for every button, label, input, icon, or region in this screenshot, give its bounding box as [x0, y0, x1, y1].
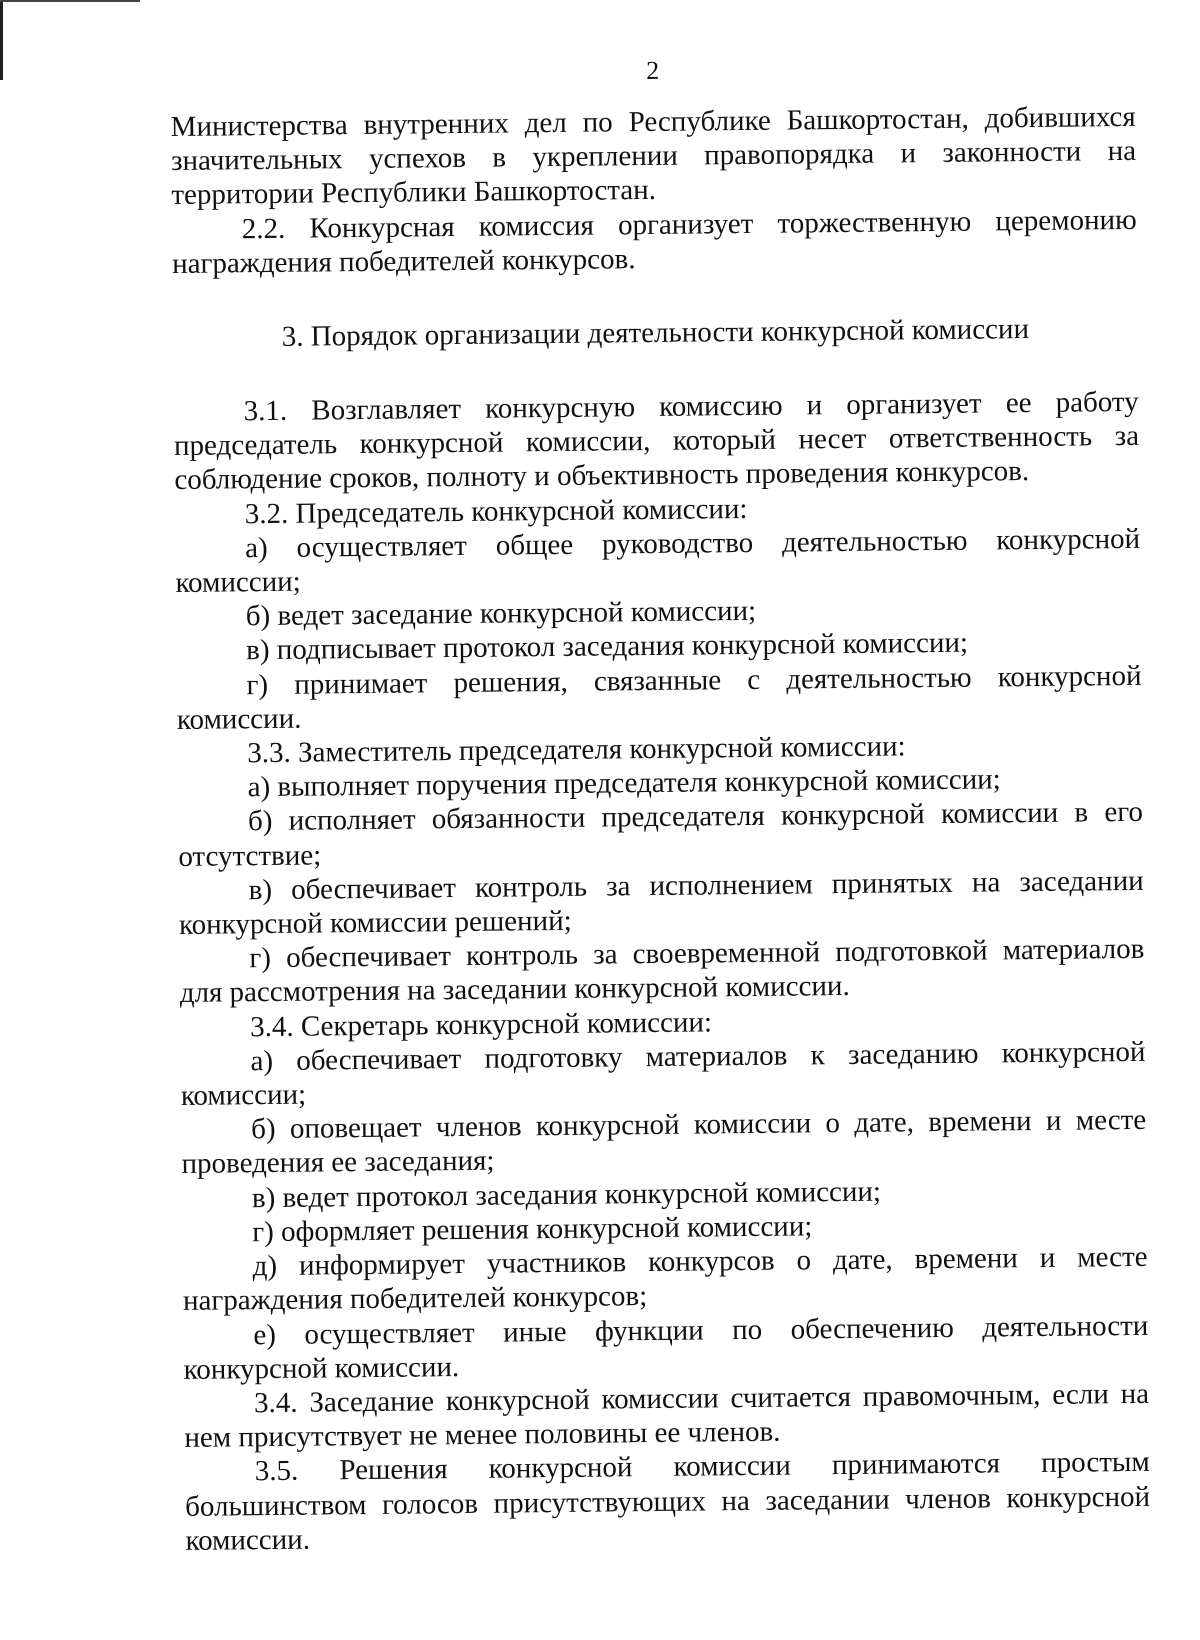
paragraph-2-2: 2.2. Конкурсная комиссия организует торжественную церемонию награждения победителей конкурсов. [171, 203, 1137, 280]
list-item: г) обеспечивает контроль за своевременной подготовкой материалов для рассмотрения на заседании конкурсной комиссии. [179, 933, 1145, 1010]
document-page [170, 50, 1151, 1558]
paragraph-3-5: 3.5. Решения конкурсной комиссии принимаются простым большинством голосов присутствующих на заседании членов конкурсной комиссии. [184, 1446, 1151, 1557]
list-item: в) подписывает протокол заседания конкурсной комиссии; [246, 627, 969, 667]
paragraph-3-4-secretary: 3.4. Секретарь конкурсной комиссии: [249, 1006, 713, 1043]
list-item: е) осуществляет иные функции по обеспечению деятельности конкурсной комиссии. [183, 1309, 1149, 1386]
list-item: г) оформляет решения конкурсной комиссии; [252, 1210, 813, 1249]
paragraph-continuation: Министерства внутренних дел по Республике Башкортостан, добившихся значительных успехов в укреплении правопорядка и законности на территории Республики Башкортостан. [170, 100, 1137, 212]
paragraph-3-4-quorum: 3.4. Заседание конкурсной комиссии считается правомочным, если на нем присутствует не менее половины ее членов. [184, 1377, 1150, 1455]
list-item: г) принимает решения, связанные с деятельностью конкурсной комиссии. [176, 659, 1142, 736]
paragraph-3-1: 3.1. Возглавляет конкурсную комиссию и организует ее работу председатель конкурсной комиссии, который несет ответственность за соблюдение сроков, полноту и объективность проведения конкурсов. [173, 385, 1140, 497]
list-item: в) ведет протокол заседания конкурсной комиссии; [251, 1175, 882, 1214]
paragraph-3-3: 3.3. Заместитель председателя конкурсной комиссии: [247, 730, 906, 770]
list-item: б) ведет заседание конкурсной комиссии; [245, 595, 757, 633]
list-item: в) обеспечивает контроль за исполнением принятых на заседании конкурсной комиссии решений; [178, 864, 1144, 942]
list-item: б) оповещает членов конкурсной комиссии о дате, времени и месте проведения ее заседания; [181, 1104, 1147, 1181]
scan-edge-left [0, 0, 3, 80]
page-number: 2 [645, 55, 660, 86]
section-heading: 3. Порядок организации деятельности конкурсной комиссии [281, 313, 1030, 353]
list-item: а) обеспечивает подготовку материалов к заседанию конкурсной комиссии; [180, 1035, 1146, 1113]
list-item: а) выполняет поручения председателя конкурсной комиссии; [247, 763, 1001, 804]
list-item: д) информирует участников конкурсов о дате, времени и месте награждения победителей конкурсов; [182, 1240, 1148, 1318]
list-item: б) исполняет обязанности председателя конкурсной комиссии в его отсутствие; [178, 796, 1144, 873]
list-item: а) осуществляет общее руководство деятельностью конкурсной комиссии; [175, 522, 1141, 600]
scan-edge-top [0, 0, 140, 2]
paragraph-3-2: 3.2. Председатель конкурсной комиссии: [244, 492, 748, 530]
